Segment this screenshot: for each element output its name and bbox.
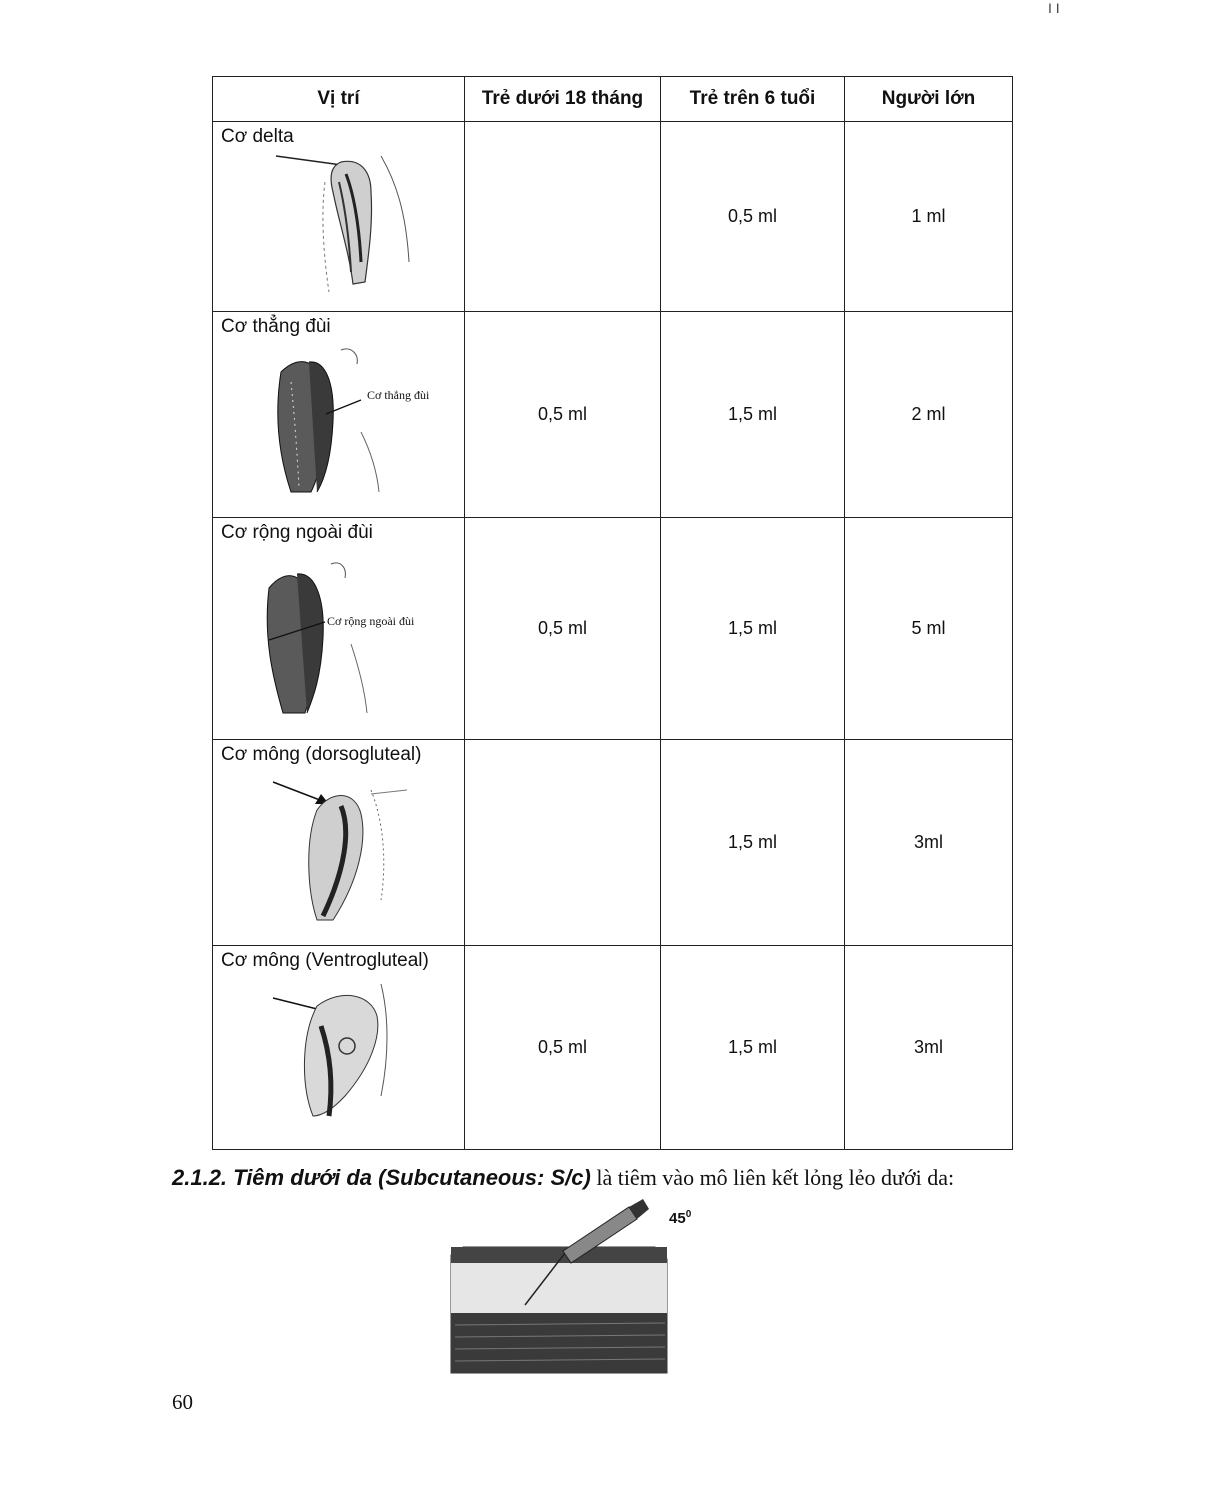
site-cell — [213, 740, 465, 946]
dose-under-18-months — [465, 740, 661, 946]
section-subcutaneous — [172, 1165, 1032, 1191]
site-name: Cơ mông (Ventrogluteal) — [221, 950, 429, 971]
table-row — [213, 122, 1013, 312]
figure-label: Cơ thẳng đùi — [367, 388, 430, 402]
dose-adult: 1 ml — [845, 122, 1013, 312]
dorsogluteal-illustration — [221, 770, 453, 930]
dose-over-6-years: 1,5 ml — [661, 740, 845, 946]
site-name: Cơ thẳng đùi — [221, 316, 331, 337]
subcutaneous-injection-figure — [445, 1195, 705, 1380]
page-number: 60 — [172, 1390, 193, 1414]
dose-adult: 3ml — [845, 740, 1013, 946]
header-site: Vị trí — [213, 77, 465, 122]
dose-over-6-years: 1,5 ml — [661, 312, 845, 518]
table-row — [213, 312, 1013, 518]
injection-dose-table — [212, 76, 1013, 1150]
dose-adult: 5 ml — [845, 518, 1013, 740]
vastus-lateralis-illustration — [221, 548, 453, 718]
table-row — [213, 740, 1013, 946]
section-heading: 2.1.2. Tiêm dưới da (Subcutaneous: S/c) — [172, 1165, 591, 1190]
rectus-femoris-illustration — [221, 342, 453, 502]
dose-over-6-years: 0,5 ml — [661, 122, 845, 312]
corner-mark: I I — [1048, 0, 1060, 16]
site-cell — [213, 312, 465, 518]
ventrogluteal-illustration — [221, 976, 453, 1136]
syringe-skin-illustration — [445, 1195, 675, 1380]
site-name: Cơ delta — [221, 126, 294, 147]
angle-unit: 0 — [685, 1209, 692, 1220]
table-row — [213, 518, 1013, 740]
site-name: Cơ mông (dorsogluteal) — [221, 744, 422, 765]
header-over-6-years: Trẻ trên 6 tuổi — [661, 77, 845, 122]
table-header-row — [213, 77, 1013, 122]
dose-adult: 3ml — [845, 946, 1013, 1150]
dose-adult: 2 ml — [845, 312, 1013, 518]
header-under-18-months: Trẻ dưới 18 tháng — [465, 77, 661, 122]
dose-over-6-years: 1,5 ml — [661, 946, 845, 1150]
header-adult: Người lớn — [845, 77, 1013, 122]
dose-over-6-years: 1,5 ml — [661, 518, 845, 740]
table-row — [213, 946, 1013, 1150]
dose-under-18-months: 0,5 ml — [465, 312, 661, 518]
site-cell — [213, 518, 465, 740]
dose-under-18-months — [465, 122, 661, 312]
dose-under-18-months: 0,5 ml — [465, 518, 661, 740]
site-cell — [213, 946, 465, 1150]
angle-label — [669, 1209, 691, 1227]
section-text: là tiêm vào mô liên kết lỏng lẻo dưới da: — [590, 1165, 955, 1190]
dose-under-18-months: 0,5 ml — [465, 946, 661, 1150]
figure-label: Cơ rộng ngoài đùi — [327, 614, 415, 628]
site-cell — [213, 122, 465, 312]
angle-value: 45 — [669, 1210, 686, 1227]
site-name: Cơ rộng ngoài đùi — [221, 522, 373, 543]
deltoid-muscle-illustration — [221, 152, 451, 302]
